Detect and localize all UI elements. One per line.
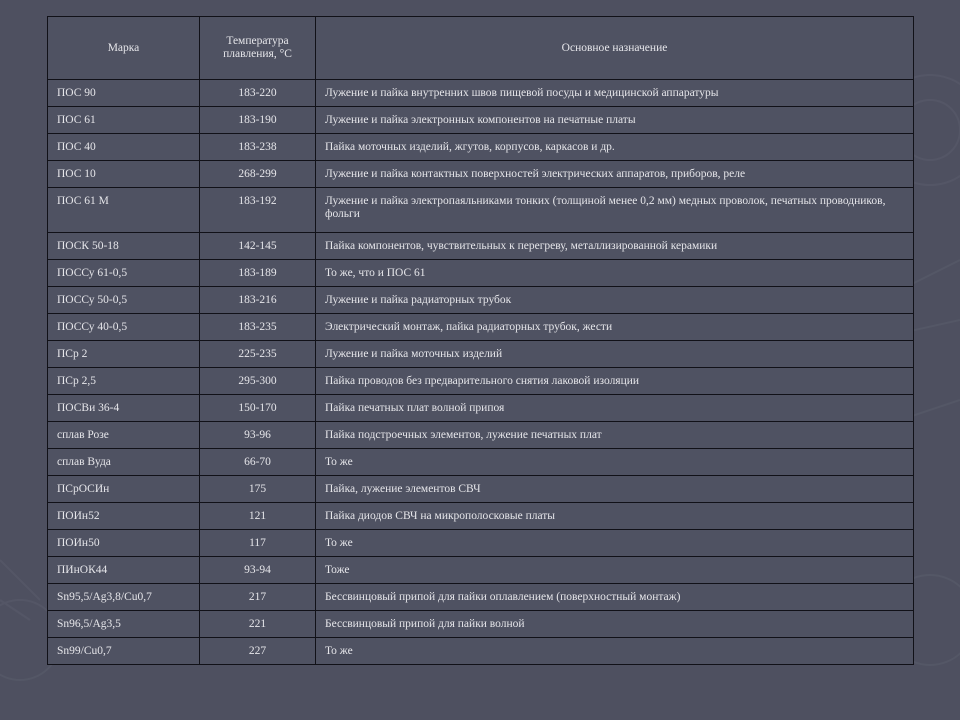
table-row xyxy=(48,341,914,368)
cell-temperature: 93-96 xyxy=(200,422,316,449)
cell-purpose: То же xyxy=(316,449,914,476)
table-row xyxy=(48,80,914,107)
cell-brand: ПОС 61 М xyxy=(48,188,200,233)
cell-purpose: То же xyxy=(316,638,914,665)
cell-purpose: Лужение и пайка электропаяльниками тонких (толщиной менее 0,2 мм) медных проволок, печатных проводников, фольги xyxy=(316,188,914,233)
cell-temperature: 225-235 xyxy=(200,341,316,368)
cell-brand: ПСр 2,5 xyxy=(48,368,200,395)
table-row xyxy=(48,638,914,665)
cell-purpose: Лужение и пайка моточных изделий xyxy=(316,341,914,368)
cell-temperature: 150-170 xyxy=(200,395,316,422)
cell-brand: ПОСК 50-18 xyxy=(48,233,200,260)
table-row xyxy=(48,161,914,188)
cell-purpose: Пайка подстроечных элементов, лужение печатных плат xyxy=(316,422,914,449)
cell-temperature: 227 xyxy=(200,638,316,665)
cell-temperature: 183-238 xyxy=(200,134,316,161)
cell-brand: ПОС 90 xyxy=(48,80,200,107)
cell-brand: сплав Розе xyxy=(48,422,200,449)
table-row xyxy=(48,557,914,584)
table-row xyxy=(48,314,914,341)
cell-purpose: Лужение и пайка электронных компонентов на печатные платы xyxy=(316,107,914,134)
cell-purpose: То же xyxy=(316,530,914,557)
table-row xyxy=(48,395,914,422)
cell-brand: ПСрОСИн xyxy=(48,476,200,503)
table-row xyxy=(48,449,914,476)
table-row xyxy=(48,584,914,611)
cell-temperature: 93-94 xyxy=(200,557,316,584)
header-brand: Марка xyxy=(48,17,200,80)
header-purpose: Основное назначение xyxy=(316,17,914,80)
table-row xyxy=(48,611,914,638)
cell-purpose: Пайка, лужение элементов СВЧ xyxy=(316,476,914,503)
cell-brand: ПОИн52 xyxy=(48,503,200,530)
cell-temperature: 183-220 xyxy=(200,80,316,107)
cell-temperature: 183-216 xyxy=(200,287,316,314)
table-row xyxy=(48,188,914,233)
cell-purpose: Тоже xyxy=(316,557,914,584)
table-row xyxy=(48,107,914,134)
cell-temperature: 268-299 xyxy=(200,161,316,188)
cell-brand: Sn95,5/Ag3,8/Cu0,7 xyxy=(48,584,200,611)
cell-temperature: 295-300 xyxy=(200,368,316,395)
cell-temperature: 217 xyxy=(200,584,316,611)
cell-purpose: Лужение и пайка контактных поверхностей электрических аппаратов, приборов, реле xyxy=(316,161,914,188)
cell-purpose: Пайка диодов СВЧ на микрополосковые платы xyxy=(316,503,914,530)
cell-temperature: 142-145 xyxy=(200,233,316,260)
cell-temperature: 121 xyxy=(200,503,316,530)
table-row xyxy=(48,134,914,161)
cell-purpose: То же, что и ПОС 61 xyxy=(316,260,914,287)
cell-temperature: 183-192 xyxy=(200,188,316,233)
cell-brand: ПОС 61 xyxy=(48,107,200,134)
cell-temperature: 183-190 xyxy=(200,107,316,134)
cell-brand: сплав Вуда xyxy=(48,449,200,476)
cell-purpose: Пайка компонентов, чувствительных к перегреву, металлизированной керамики xyxy=(316,233,914,260)
cell-brand: ПОИн50 xyxy=(48,530,200,557)
cell-purpose: Пайка моточных изделий, жгутов, корпусов, каркасов и др. xyxy=(316,134,914,161)
cell-brand: Sn96,5/Ag3,5 xyxy=(48,611,200,638)
solder-table xyxy=(47,16,914,665)
table-row xyxy=(48,368,914,395)
table-row xyxy=(48,530,914,557)
cell-purpose: Бессвинцовый припой для пайки волной xyxy=(316,611,914,638)
table-header-row xyxy=(48,17,914,80)
table-row xyxy=(48,233,914,260)
cell-temperature: 221 xyxy=(200,611,316,638)
cell-brand: ПОССу 61-0,5 xyxy=(48,260,200,287)
table-row xyxy=(48,287,914,314)
table-row xyxy=(48,503,914,530)
header-temperature: Температура плавления, °С xyxy=(200,17,316,80)
cell-purpose: Лужение и пайка внутренних швов пищевой посуды и медицинской аппаратуры xyxy=(316,80,914,107)
cell-brand: ПИнОК44 xyxy=(48,557,200,584)
cell-purpose: Бессвинцовый припой для пайки оплавлением (поверхностный монтаж) xyxy=(316,584,914,611)
cell-brand: ПОС 40 xyxy=(48,134,200,161)
cell-temperature: 183-189 xyxy=(200,260,316,287)
cell-temperature: 117 xyxy=(200,530,316,557)
cell-temperature: 66-70 xyxy=(200,449,316,476)
table-row xyxy=(48,422,914,449)
cell-temperature: 175 xyxy=(200,476,316,503)
cell-brand: Sn99/Cu0,7 xyxy=(48,638,200,665)
cell-brand: ПОС 10 xyxy=(48,161,200,188)
cell-brand: ПОССу 50-0,5 xyxy=(48,287,200,314)
cell-purpose: Пайка печатных плат волной припоя xyxy=(316,395,914,422)
cell-brand: ПОСВи 36-4 xyxy=(48,395,200,422)
cell-purpose: Пайка проводов без предварительного снятия лаковой изоляции xyxy=(316,368,914,395)
cell-purpose: Лужение и пайка радиаторных трубок xyxy=(316,287,914,314)
cell-temperature: 183-235 xyxy=(200,314,316,341)
table-row xyxy=(48,476,914,503)
table-row xyxy=(48,260,914,287)
cell-purpose: Электрический монтаж, пайка радиаторных трубок, жести xyxy=(316,314,914,341)
cell-brand: ПОССу 40-0,5 xyxy=(48,314,200,341)
cell-brand: ПСр 2 xyxy=(48,341,200,368)
